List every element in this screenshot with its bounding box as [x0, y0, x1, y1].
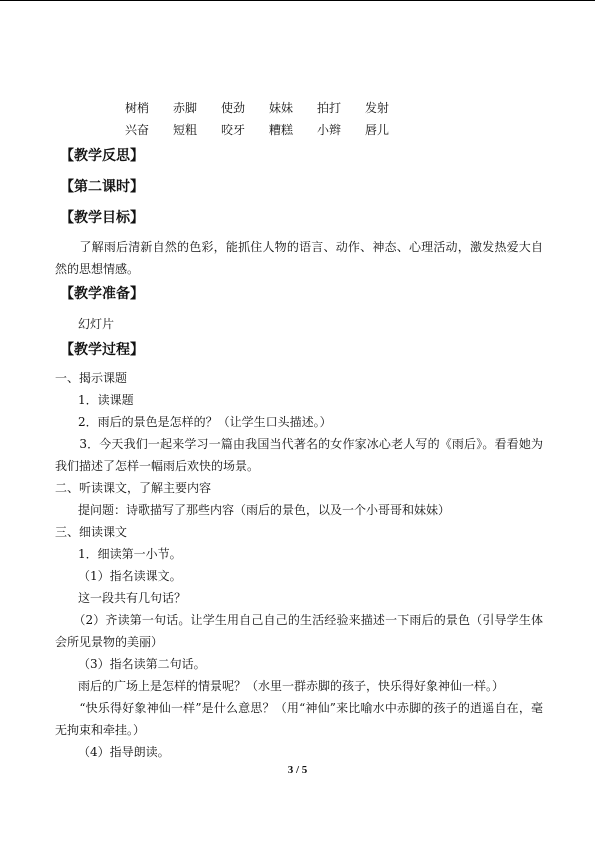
vocab-word: 树梢: [125, 101, 150, 115]
step-text: 2．雨后的景色是怎样的？（让学生口头描述。）: [78, 415, 332, 429]
heading-process: 【教学过程】: [60, 342, 144, 358]
heading-reflection: 【教学反思】: [60, 148, 144, 164]
step-paragraph: “快乐得好象神仙一样”是什么意思？（用“神仙”来比喻水中赤脚的孩子的逍遥自在，毫无拘束和牵挂。）: [55, 701, 543, 737]
vocab-word: 咬牙: [221, 123, 246, 137]
step-text: 1．细读第一小节。: [78, 547, 182, 561]
step-paragraph: 3．今天我们一起来学习一篇由我国当代著名的女作家冰心老人写的《雨后》。看看她为我们描述了怎样一幅雨后欢快的场景。: [55, 437, 543, 473]
preparation-text: 幻灯片: [78, 317, 115, 331]
vocab-row-2: [125, 119, 413, 141]
vocab-word: 妹妹: [269, 101, 294, 115]
step-text: 1．读课题: [78, 393, 134, 407]
section-1-title: 一、揭示课题: [55, 371, 128, 385]
step-text: 雨后的广场上是怎样的情景呢？（水里一群赤脚的孩子，快乐得好象神仙一样。）: [78, 679, 505, 693]
heading-preparation: 【教学准备】: [60, 286, 144, 302]
step-text: 提问题：诗歌描写了那些内容（雨后的景色，以及一个小哥哥和妹妹）: [78, 503, 451, 517]
page-top-border: [0, 0, 595, 1]
vocab-word: 兴奋: [125, 123, 150, 137]
goals-text: 了解雨后清新自然的色彩，能抓住人物的语言、动作、神态、心理活动，激发热爱大自然的思想情感。: [55, 240, 543, 276]
section-3-title: 三、细读课文: [55, 525, 128, 539]
heading-goals: 【教学目标】: [60, 210, 144, 226]
vocab-word: 发射: [365, 101, 390, 115]
vocab-word: 拍打: [317, 101, 342, 115]
heading-second-lesson: 【第二课时】: [60, 179, 144, 195]
vocab-row-1: [125, 97, 413, 119]
vocab-word: 赤脚: [173, 101, 198, 115]
step-paragraph: （2）齐读第一句话。让学生用自己自己的生活经验来描述一下雨后的景色（引导学生体会所见景物的美丽）: [55, 613, 543, 649]
vocab-table: [125, 97, 413, 141]
section-2-title: 二、听读课文，了解主要内容: [55, 481, 212, 495]
vocab-word: 使劲: [221, 101, 246, 115]
vocab-word: 唇儿: [365, 123, 390, 137]
step-text: （4）指导朗读。: [78, 745, 170, 759]
step-text: 这一段共有几句话？: [78, 591, 187, 605]
step-text: （1）指名读课文。: [78, 569, 182, 583]
vocab-word: 糟糕: [269, 123, 294, 137]
vocab-word: 短粗: [173, 123, 198, 137]
vocab-word: 小辫: [317, 123, 342, 137]
step-text: （3）指名读第二句话。: [78, 657, 206, 671]
page-number: 3 / 5: [287, 764, 308, 776]
